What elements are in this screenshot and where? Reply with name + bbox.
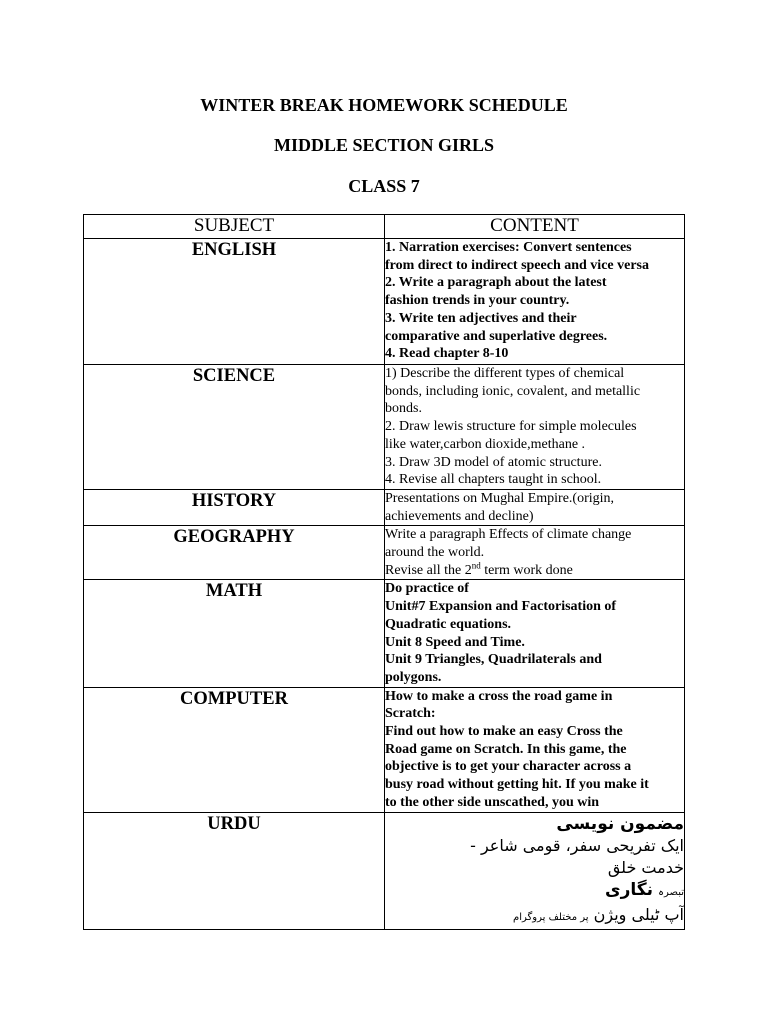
content-line: Unit#7 Expansion and Factorisation of [385,599,617,615]
urdu-line [385,904,684,929]
table-row [84,526,685,580]
urdu-bold-text: نگاری [605,879,654,900]
table-row [84,365,685,490]
subject-math: MATH [84,580,385,687]
content-line: achievements and decline) [385,508,534,524]
table-row [84,812,685,929]
content-line: 3. Write ten adjectives and their [385,310,577,326]
content-urdu [385,812,685,929]
content-line: comparative and superlative degrees. [385,328,608,344]
urdu-main-text: آپ ٹیلی ویژن [593,904,684,924]
table-row [84,580,685,687]
content-line: 4. Revise all chapters taught in school. [385,472,602,488]
content-line: Presentations on Mughal Empire.(origin, [385,490,615,506]
subject-geography: GEOGRAPHY [84,526,385,580]
content-math [385,580,685,687]
section-title: MIDDLE SECTION GIRLS [273,135,495,155]
urdu-line: خدمت خلق [607,857,684,877]
content-line: from direct to indirect speech and vice versa [385,257,650,273]
content-line: bonds. [385,401,422,417]
content-line: Write a paragraph Effects of climate change [385,527,632,543]
revise-prefix: Revise all the 2 [385,562,472,578]
content-line: fashion trends in your country. [385,293,570,309]
urdu-line [385,879,684,904]
document-header [0,94,768,197]
content-line: objective is to get your character across a [385,759,632,775]
table-row [84,687,685,812]
content-line: Road game on Scratch. In this game, the [385,741,627,757]
subject-computer: COMPUTER [84,687,385,812]
content-line: Find out how to make an easy Cross the [385,724,623,740]
content-line: 2. Write a paragraph about the latest [385,275,607,291]
content-line: 2. Draw lewis structure for simple molecules [385,419,637,435]
content-computer [385,687,685,812]
revise-suffix: term work done [480,562,573,578]
content-line: 1. Narration exercises: Convert sentences [385,240,632,255]
content-line: How to make a cross the road game in [385,688,613,704]
content-line: around the world. [385,545,485,561]
content-history [385,489,685,525]
urdu-small-text: تبصرہ [658,886,684,898]
content-line: 1) Describe the different types of chemical [385,366,625,381]
content-science [385,365,685,490]
content-line: Quadratic equations. [385,616,512,632]
content-geography [385,526,685,580]
subject-english: ENGLISH [84,239,385,365]
content-line: bonds, including ionic, covalent, and metallic [385,383,641,399]
homework-table [83,214,685,930]
content-line: Scratch: [385,706,436,722]
urdu-heading: مضمون نویسی [556,813,684,834]
subject-urdu: URDU [84,812,385,929]
content-line: to the other side unscathed, you win [385,794,600,810]
content-line: polygons. [385,669,442,685]
content-line: Do practice of [385,581,469,597]
table-row [84,239,685,365]
content-line: Unit 9 Triangles, Quadrilaterals and [385,652,602,668]
class-title: CLASS 7 [348,176,420,196]
ordinal-superscript: nd [471,560,481,571]
subject-history: HISTORY [84,489,385,525]
table-header-row [84,215,685,239]
content-line-revise [385,562,684,580]
content-line: 4. Read chapter 8-10 [385,346,509,362]
content-english [385,239,685,365]
content-column-header: CONTENT [385,215,685,239]
content-line: like water,carbon dioxide,methane . [385,436,586,452]
content-line: Unit 8 Speed and Time. [385,634,525,650]
subject-column-header: SUBJECT [84,215,385,239]
urdu-line: ایک تفریحی سفر، قومی شاعر - [470,835,684,855]
table-row [84,489,685,525]
document-title: WINTER BREAK HOMEWORK SCHEDULE [200,95,568,115]
content-line: busy road without getting hit. If you make it [385,777,649,793]
urdu-small-text: پر مختلف پروگرام [513,911,589,923]
subject-science: SCIENCE [84,365,385,490]
content-line: 3. Draw 3D model of atomic structure. [385,454,602,470]
